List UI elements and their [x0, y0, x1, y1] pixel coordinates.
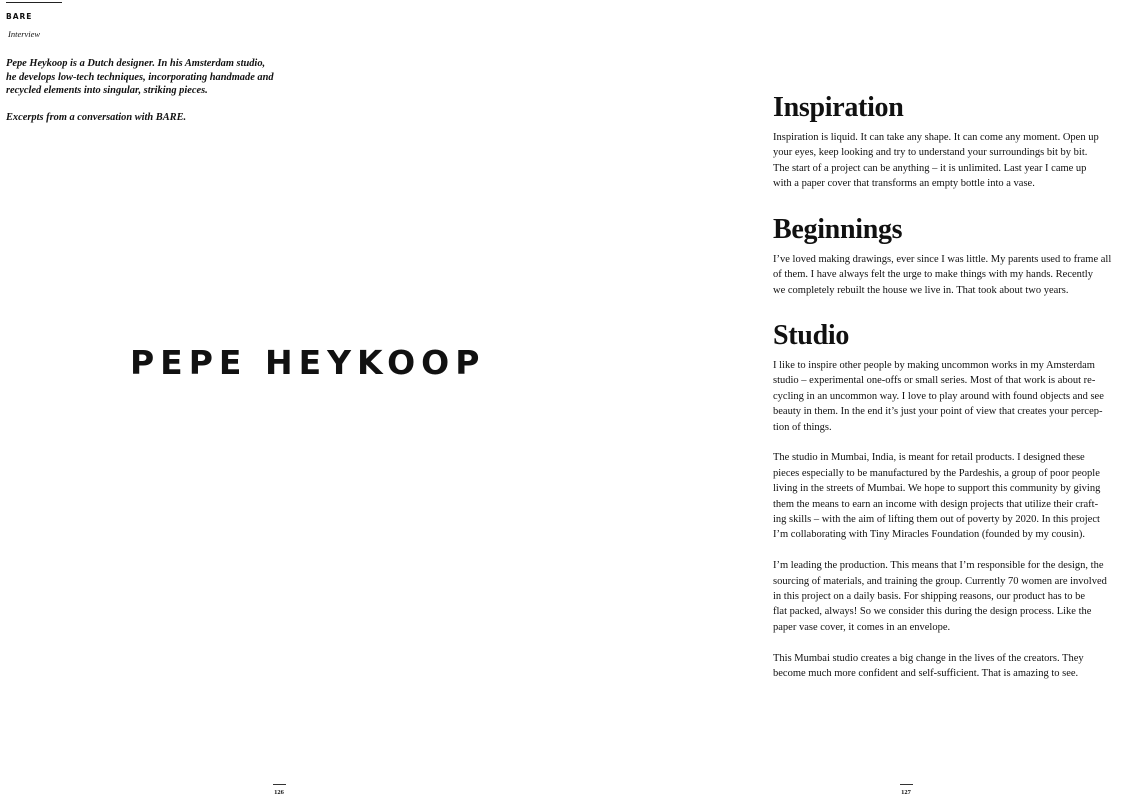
magazine-brand: BARE [6, 12, 33, 21]
page-number: 126 [274, 789, 284, 796]
intro-paragraph [6, 57, 296, 98]
section-body-studio [773, 358, 1118, 681]
text-line: in this project on a daily basis. For shipping reasons, our product has to be [773, 591, 1086, 603]
text-line: them the means to earn an income with design projects that utilize their craft- [773, 498, 1099, 510]
text-line: flat packed, always! So we consider this during the design process. Like the [773, 606, 1092, 618]
paragraph [773, 358, 1118, 435]
text-line: of them. I have always felt the urge to make things with my hands. Recently [773, 269, 1093, 281]
running-head-rule [6, 2, 62, 3]
section-heading-beginnings: Beginnings [773, 214, 903, 245]
section-heading-inspiration: Inspiration [773, 92, 904, 123]
text-line: The start of a project can be anything – it is unlimited. Last year I came up [773, 162, 1087, 174]
text-line: with a paper cover that transforms an empty bottle into a vase. [773, 178, 1035, 190]
text-line: I’m leading the production. This means that I’m responsible for the design, the [773, 560, 1104, 572]
paragraph [773, 130, 1118, 192]
page-number-left [259, 784, 299, 796]
folio-rule [900, 784, 913, 785]
text-line: sourcing of materials, and training the group. Currently 70 women are involved [773, 575, 1107, 587]
text-line: become much more confident and self-sufficient. That is amazing to see. [773, 668, 1079, 680]
text-line: paper vase cover, it comes in an envelope. [773, 621, 951, 633]
text-line: This Mumbai studio creates a big change in the lives of the creators. They [773, 652, 1084, 664]
paragraph [773, 450, 1118, 542]
text-line: your eyes, keep looking and try to understand your surroundings bit by bit. [773, 147, 1088, 159]
text-line: Inspiration is liquid. It can take any shape. It can come any moment. Open up [773, 132, 1099, 143]
text-line: beauty in them. In the end it’s just your point of view that creates your percep- [773, 406, 1103, 418]
intro-line: recycled elements into singular, striking pieces. [6, 85, 208, 97]
intro-line: Pepe Heykoop is a Dutch designer. In his Amsterdam studio, [6, 58, 266, 69]
page-number: 127 [901, 789, 911, 796]
text-line: tion of things. [773, 421, 832, 433]
text-line: living in the streets of Mumbai. We hope to support this community by giving [773, 483, 1101, 495]
paragraph [773, 252, 1118, 298]
text-line: The studio in Mumbai, India, is meant for retail products. I designed these [773, 452, 1085, 464]
intro-line: he develops low-tech techniques, incorporating handmade and [6, 71, 274, 83]
section-heading-studio: Studio [773, 320, 850, 351]
text-line: studio – experimental one-offs or small series. Most of that work is about re- [773, 375, 1096, 387]
running-head [6, 2, 64, 42]
text-line: we completely rebuilt the house we live in. That took about two years. [773, 284, 1069, 296]
intro-text [6, 57, 296, 125]
page-number-right [886, 784, 926, 796]
text-line: I’m collaborating with Tiny Miracles Foundation (founded by my cousin). [773, 529, 1086, 541]
text-line: cycling in an uncommon way. I love to play around with found objects and see [773, 390, 1104, 402]
text-line: pieces especially to be manufactured by the Pardeshis, a group of poor people [773, 467, 1100, 479]
paragraph [773, 558, 1118, 635]
section-body-beginnings [773, 252, 1118, 298]
text-line: I’ve loved making drawings, ever since I was little. My parents used to frame all [773, 254, 1112, 265]
excerpt-note: Excerpts from a conversation with BARE. [6, 112, 187, 124]
text-line: ing skills – with the aim of lifting them out of poverty by 2020. In this project [773, 514, 1100, 526]
folio-rule [273, 784, 286, 785]
text-line: I like to inspire other people by making uncommon works in my Amsterdam [773, 360, 1095, 371]
section-body-inspiration [773, 130, 1118, 192]
paragraph [773, 651, 1118, 682]
section-label: Interview [8, 29, 41, 39]
designer-name-title: PEPE HEYKOOP [130, 343, 486, 382]
